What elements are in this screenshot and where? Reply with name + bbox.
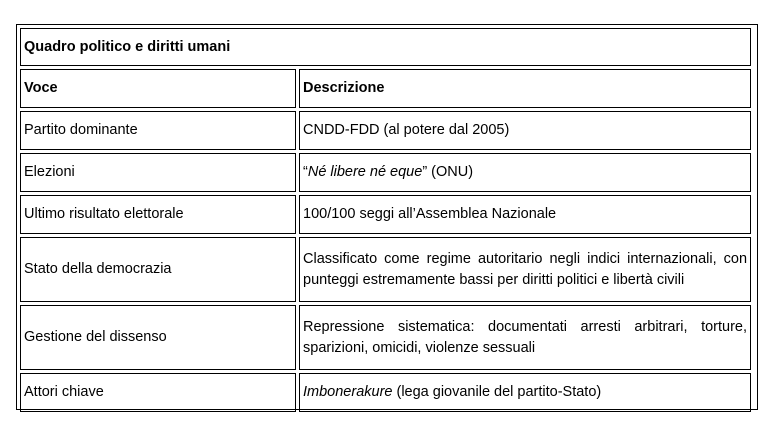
table-row (20, 373, 751, 412)
political-rights-table (17, 25, 754, 415)
cell-descrizione (299, 373, 751, 412)
table-row (20, 111, 751, 150)
header-voce: Voce (20, 69, 296, 108)
cell-voce: Stato della democrazia (20, 237, 296, 302)
cell-descrizione: Repressione sistematica: documentati arresti arbitrari, torture, sparizioni, omicidi, violenze sessuali (299, 305, 751, 370)
cell-descrizione: 100/100 seggi all’Assemblea Nazionale (299, 195, 751, 234)
table-header-row (20, 69, 751, 108)
italic-term: Imbonerakure (303, 384, 393, 400)
table-row (20, 195, 751, 234)
term-explanation: (lega giovanile del partito-Stato) (392, 384, 602, 400)
table-title: Quadro politico e diritti umani (20, 28, 751, 66)
cell-descrizione (299, 153, 751, 192)
table-row (20, 237, 751, 302)
quote-source: ” (ONU) (422, 164, 474, 180)
cell-descrizione: CNDD-FDD (al potere dal 2005) (299, 111, 751, 150)
header-descrizione: Descrizione (299, 69, 751, 108)
cell-descrizione: Classificato come regime autoritario negli indici internazionali, con punteggi estremamente bassi per diritti politici e libertà civili (299, 237, 751, 302)
document-table-frame (16, 24, 758, 410)
open-quote: “ (303, 164, 308, 180)
italic-quote: Né libere né eque (307, 164, 423, 180)
cell-voce: Elezioni (20, 153, 296, 192)
table-row (20, 305, 751, 370)
table-row (20, 153, 751, 192)
cell-voce: Ultimo risultato elettorale (20, 195, 296, 234)
cell-voce: Partito dominante (20, 111, 296, 150)
cell-voce: Attori chiave (20, 373, 296, 412)
table-title-row (20, 28, 751, 66)
cell-voce: Gestione del dissenso (20, 305, 296, 370)
